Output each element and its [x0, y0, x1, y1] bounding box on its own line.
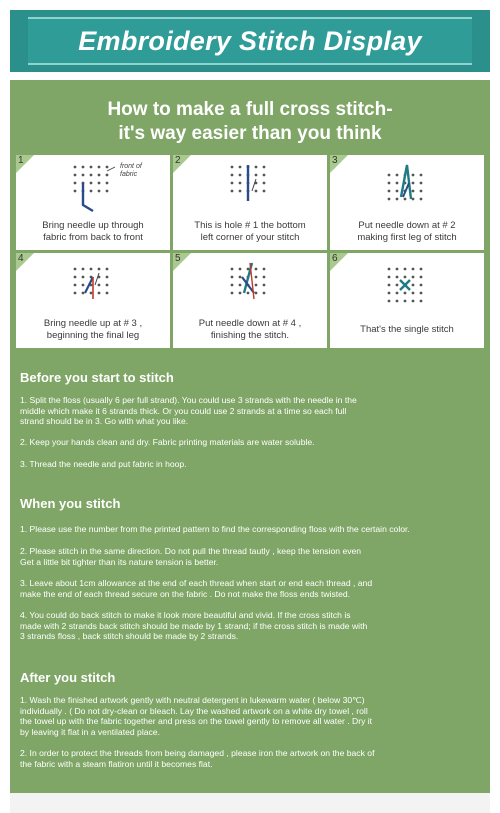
fabric-grid-illustration	[220, 161, 280, 213]
page-title: Embroidery Stitch Display	[78, 25, 422, 56]
step-caption: Bring needle up at # 3 , beginning the final leg	[43, 318, 143, 341]
fabric-grid-illustration	[63, 259, 123, 311]
when-item-3: 3. Leave about 1cm allowance at the end of each thread when start or end each thread , and make the end of each thread secure on the fabric . Do not make the floss ends twisted.	[20, 578, 373, 599]
after-section-title: After you stitch	[20, 670, 116, 685]
headline-line-1: How to make a full cross stitch-	[107, 99, 393, 120]
step-caption: Put needle down at # 4 , finishing the stitch.	[198, 318, 302, 341]
step-card-2	[173, 155, 327, 250]
header-banner	[10, 10, 490, 72]
header-band	[28, 17, 472, 65]
fabric-grid-illustration	[63, 161, 123, 213]
before-item-2: 2. Keep your hands clean and dry. Fabric printing materials are water soluble.	[20, 437, 315, 447]
when-item-4: 4. You could do back stitch to make it look more beautiful and vivid. If the cross stitch is made with 2 strands back stitch should be made by 1 strand; if the cross stitch is made with 3 strands floss , back stitch should be made by 2 strands.	[20, 610, 368, 641]
step-number: 5	[175, 253, 181, 264]
when-section-title: When you stitch	[20, 496, 121, 511]
step-card-6	[330, 253, 484, 348]
instructions-panel	[10, 80, 490, 793]
headline-line-2: it's way easier than you think	[118, 123, 382, 144]
step-number: 3	[332, 155, 338, 166]
before-item-1: 1. Split the floss (usually 6 per full strand). You could use 3 strands with the needle in the middle which make it 6 strands thick. Or you could use 2 strands at a time so each full strand should be in 3. Go with what you like.	[20, 395, 357, 426]
step-number: 4	[18, 253, 24, 264]
when-item-1: 1. Please use the number from the printed pattern to find the corresponding floss with the certain color.	[20, 524, 410, 534]
fabric-grid-illustration	[220, 259, 280, 311]
step-number: 6	[332, 253, 338, 264]
step-number: 1	[18, 155, 24, 166]
step-card-5	[173, 253, 327, 348]
footer-strip	[10, 793, 490, 813]
before-item-3: 3. Thread the needle and put fabric in hoop.	[20, 459, 187, 469]
headline	[10, 98, 490, 146]
step-card-4	[16, 253, 170, 348]
after-item-1: 1. Wash the finished artwork gently with neutral detergent in lukewarm water ( below 30℃) individually . ( Do not dry-clean or bleach. Lay the washed artwork on a white dry towel , roll the towel up with the fabric together and press on the towel gently to remove all water . Dry it by leaving it flat in a ventilated place.	[20, 695, 373, 737]
step-caption: That's the single stitch	[360, 324, 454, 335]
step-card-3	[330, 155, 484, 250]
after-item-2: 2. In order to protect the threads from being damaged , please iron the artwork on the back of the fabric with a steam flatiron until it becomes flat.	[20, 748, 375, 769]
step-caption: Bring needle up through fabric from back to front	[42, 220, 144, 243]
when-item-2: 2. Please stitch in the same direction. Do not pull the thread tautly , keep the tension even Get a little bit tighter than its nature tension is better.	[20, 546, 362, 567]
step-number: 2	[175, 155, 181, 166]
steps-grid	[16, 155, 484, 348]
before-section-title: Before you start to stitch	[20, 370, 174, 385]
fabric-grid-illustration	[377, 161, 437, 213]
front-of-fabric-note: front of fabric	[120, 163, 142, 178]
fabric-grid-illustration	[377, 259, 437, 311]
step-caption: This is hole # 1 the bottom left corner of your stitch	[194, 220, 306, 243]
step-card-1	[16, 155, 170, 250]
step-caption: Put needle down at # 2 making first leg of stitch	[357, 220, 457, 243]
